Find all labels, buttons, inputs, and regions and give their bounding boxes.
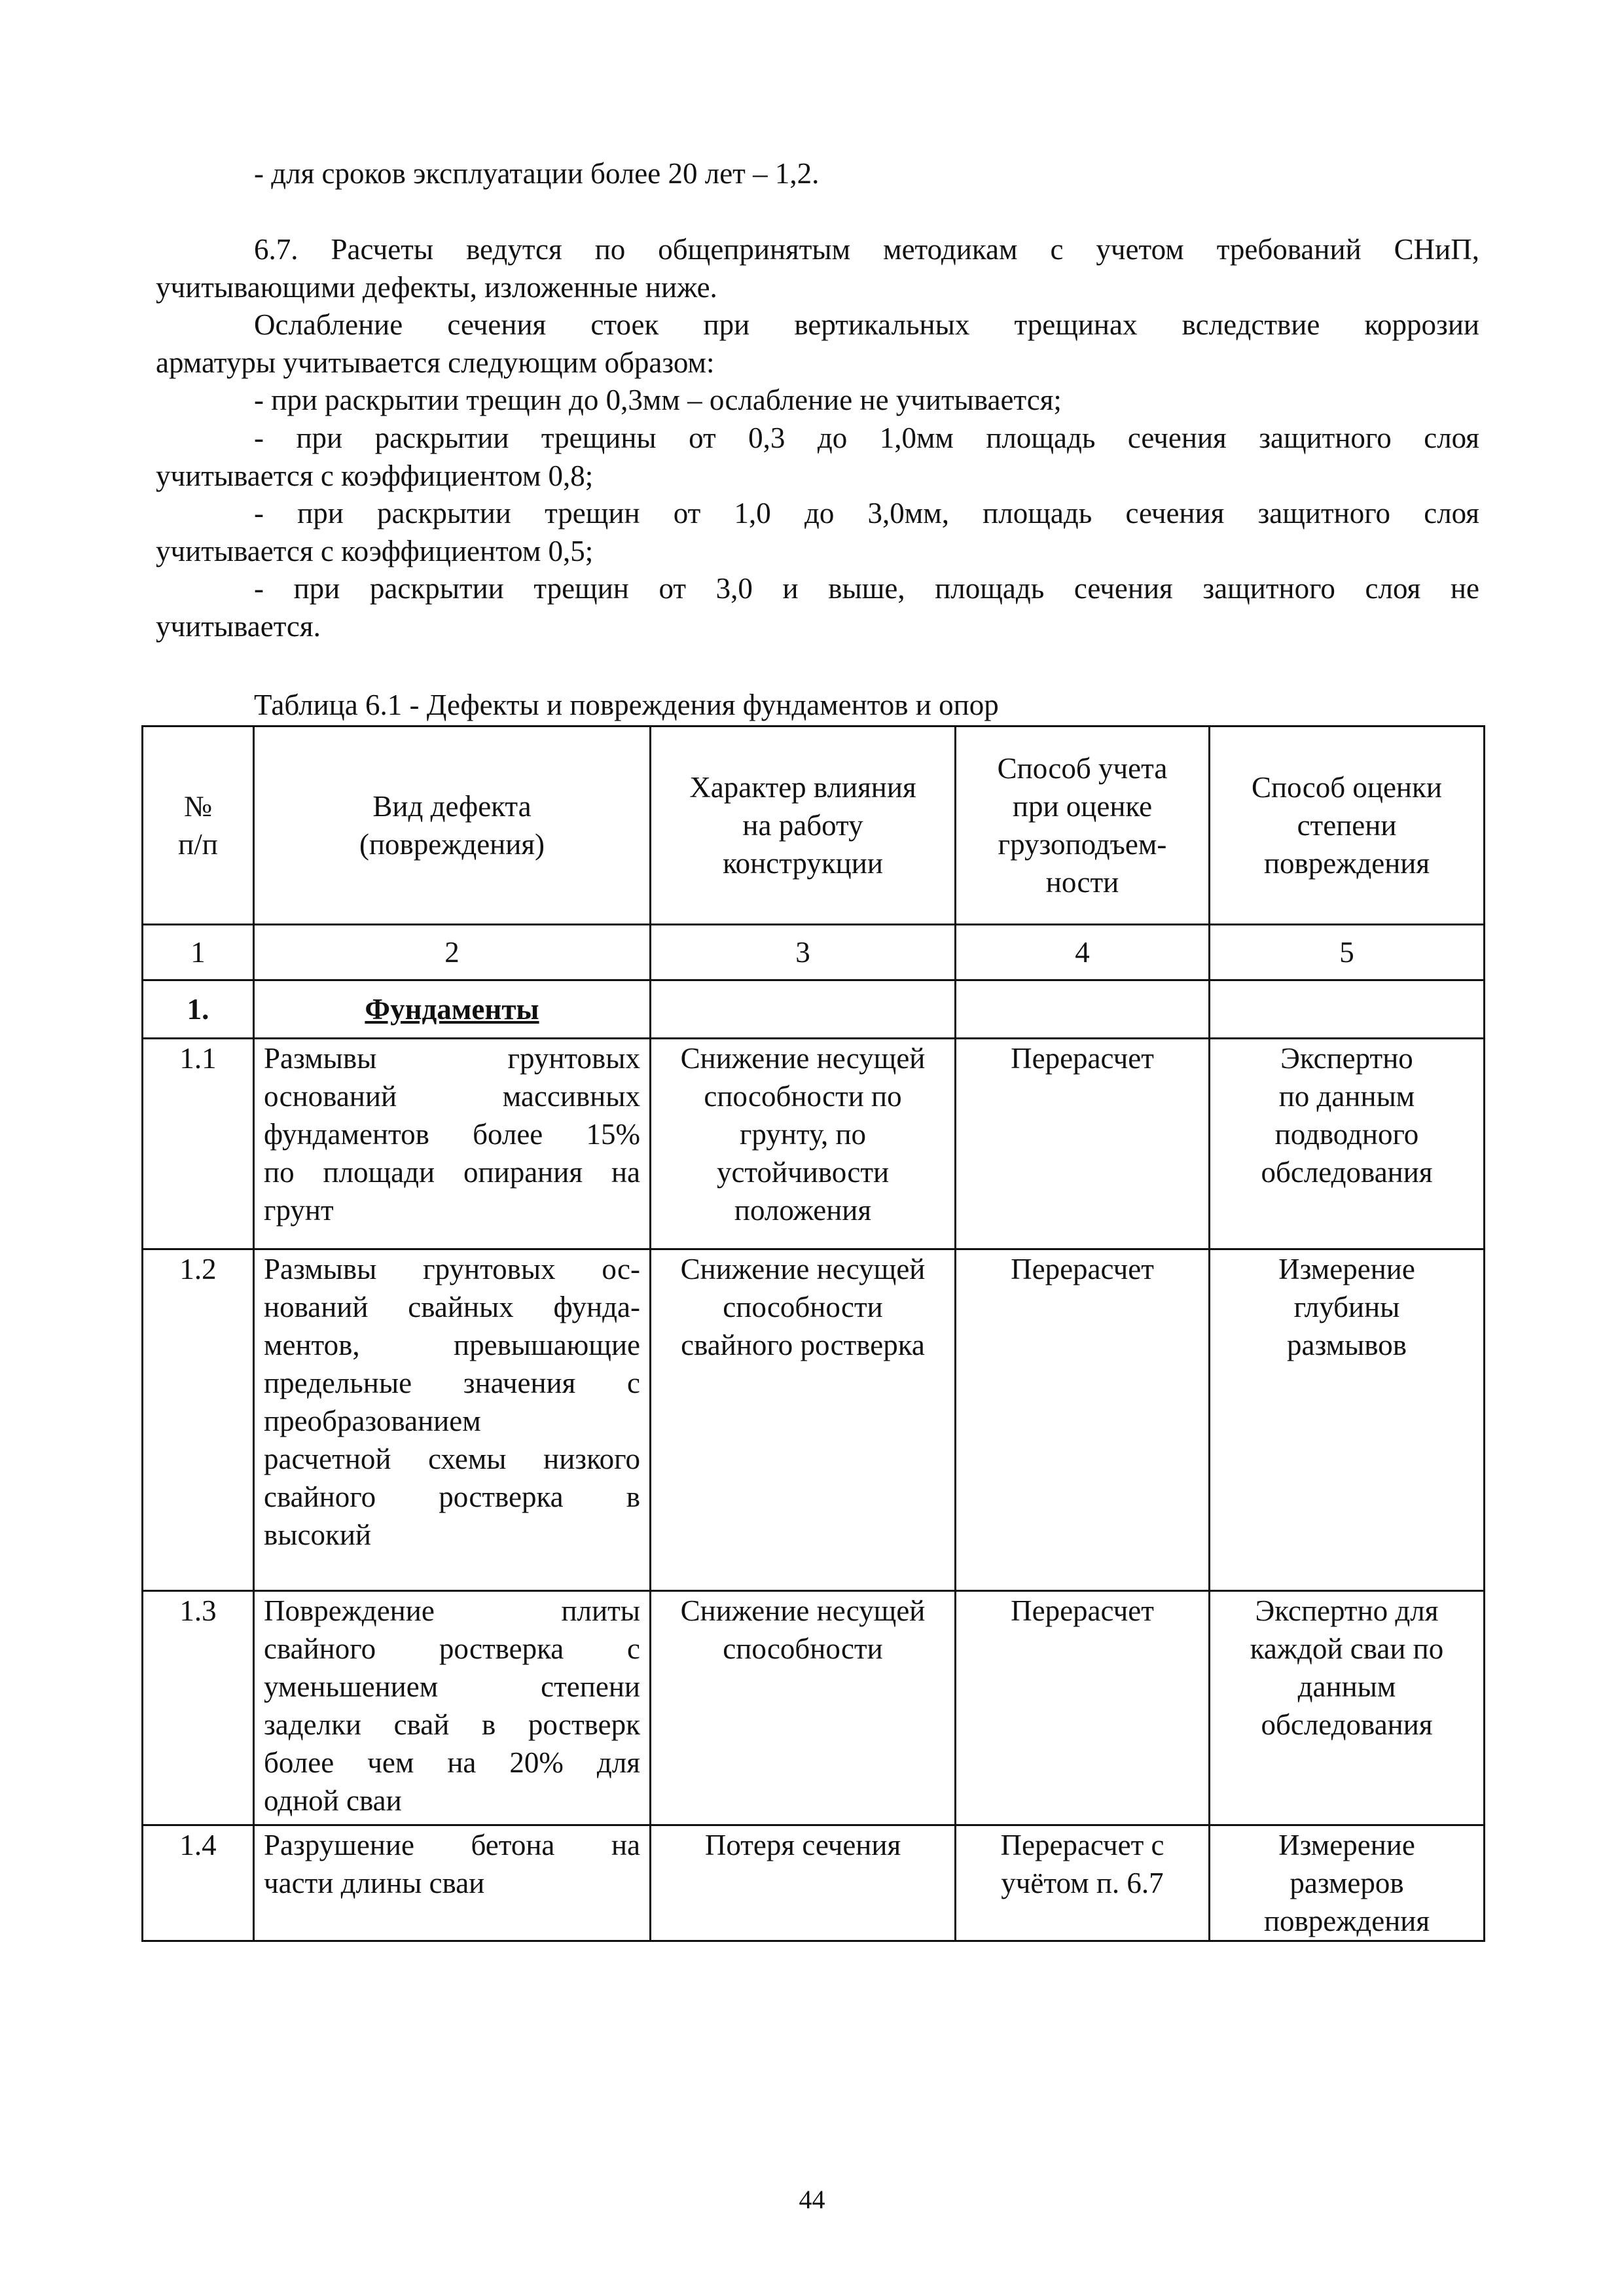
section-row bbox=[143, 980, 1485, 1039]
column-number: 3 bbox=[651, 925, 956, 980]
row-number: 1.1 bbox=[143, 1039, 254, 1249]
cell-line: способности по bbox=[704, 1080, 902, 1113]
cell-line: грунту, по bbox=[739, 1118, 867, 1151]
defects-table bbox=[141, 725, 1485, 1942]
text-line: учитывается. bbox=[156, 610, 321, 643]
cell-line: одной сваи bbox=[264, 1784, 402, 1817]
table-row bbox=[143, 1591, 1485, 1825]
header-line: грузоподъем- bbox=[998, 828, 1167, 861]
cell-line: расчетной схемы низкого bbox=[264, 1443, 640, 1475]
cell-line: Экспертно bbox=[1280, 1042, 1413, 1075]
cell-line: нований свайных фунда- bbox=[264, 1291, 640, 1323]
header-line: степени bbox=[1297, 809, 1397, 842]
column-number: 5 bbox=[1210, 925, 1485, 980]
assessment-cell bbox=[1210, 1825, 1485, 1941]
defect-cell bbox=[254, 1825, 651, 1941]
defect-cell bbox=[254, 1591, 651, 1825]
text-line: арматуры учитывается следующим образом: bbox=[156, 346, 715, 379]
account-cell bbox=[956, 1249, 1210, 1591]
account-cell bbox=[956, 1825, 1210, 1941]
cell-line: каждой сваи по bbox=[1250, 1632, 1444, 1665]
table-row bbox=[143, 1825, 1485, 1941]
header-line: п/п bbox=[178, 828, 218, 861]
cell-line: ментов, превышающие bbox=[264, 1329, 640, 1361]
cell-line: свайного ростверка с bbox=[264, 1632, 640, 1665]
cell-line: Перерасчет bbox=[1011, 1594, 1154, 1627]
defect-cell bbox=[254, 1039, 651, 1249]
cell-line: данным bbox=[1297, 1670, 1396, 1703]
account-cell bbox=[956, 1591, 1210, 1825]
influence-cell bbox=[651, 1591, 956, 1825]
text-line: - при раскрытии трещин от 1,0 до 3,0мм, площадь сечения защитного слоя bbox=[254, 497, 1479, 529]
section-number: 1. bbox=[143, 980, 254, 1039]
row-number: 1.4 bbox=[143, 1825, 254, 1941]
cell-line: способности bbox=[723, 1291, 883, 1323]
empty-cell bbox=[651, 980, 956, 1039]
header-line: Вид дефекта bbox=[372, 790, 532, 823]
cell-line: способности bbox=[723, 1632, 883, 1665]
account-cell bbox=[956, 1039, 1210, 1249]
text-line: - при раскрытии трещин от 3,0 и выше, площадь сечения защитного слоя не bbox=[254, 572, 1479, 605]
cell-line: Перерасчет bbox=[1011, 1253, 1154, 1285]
header-line: повреждения bbox=[1263, 847, 1430, 880]
text-line: учитывающими дефекты, изложенные ниже. bbox=[156, 271, 717, 304]
header-line: ности bbox=[1045, 866, 1119, 899]
cell-line: оснований массивных bbox=[264, 1080, 640, 1113]
header-cell-influence bbox=[651, 726, 956, 925]
cell-line: Потеря сечения bbox=[704, 1829, 901, 1861]
text-line: - при раскрытии трещины от 0,3 до 1,0мм площадь сечения защитного слоя bbox=[254, 422, 1479, 454]
header-line: Характер влияния bbox=[689, 771, 916, 804]
text-line: Ослабление сечения стоек при вертикальных трещинах вследствие коррозии bbox=[254, 308, 1479, 341]
text-line: 6.7. Расчеты ведутся по общепринятым методикам с учетом требований СНиП, bbox=[254, 233, 1479, 266]
cell-line: предельные значения с bbox=[264, 1367, 640, 1399]
header-line: № bbox=[184, 790, 212, 823]
cell-line: размеров bbox=[1290, 1867, 1404, 1899]
column-number: 1 bbox=[143, 925, 254, 980]
text-line: учитывается с коэффициентом 0,8; bbox=[156, 459, 594, 492]
cell-line: Снижение несущей bbox=[680, 1253, 926, 1285]
header-cell-assessment bbox=[1210, 726, 1485, 925]
header-cell-number bbox=[143, 726, 254, 925]
column-numbers-row bbox=[143, 925, 1485, 980]
assessment-cell bbox=[1210, 1591, 1485, 1825]
empty-cell bbox=[1210, 980, 1485, 1039]
row-number: 1.2 bbox=[143, 1249, 254, 1591]
cell-line: обследования bbox=[1261, 1156, 1433, 1189]
cell-line: глубины bbox=[1293, 1291, 1400, 1323]
cell-line: уменьшением степени bbox=[264, 1670, 640, 1703]
cell-line: свайного ростверка в bbox=[264, 1480, 640, 1513]
header-line: при оценке bbox=[1012, 790, 1153, 823]
cell-line: Снижение несущей bbox=[680, 1594, 926, 1627]
cell-line: подводного bbox=[1274, 1118, 1419, 1151]
influence-cell bbox=[651, 1825, 956, 1941]
header-line: конструкции bbox=[723, 847, 883, 880]
header-line: (повреждения) bbox=[359, 828, 545, 861]
cell-line: по данным bbox=[1278, 1080, 1415, 1113]
cell-line: Повреждение плиты bbox=[264, 1594, 640, 1627]
cell-line: Разрушение бетона на bbox=[264, 1829, 640, 1861]
defect-cell bbox=[254, 1249, 651, 1591]
cell-line: по площади опирания на bbox=[264, 1156, 640, 1189]
column-number: 4 bbox=[956, 925, 1210, 980]
table-header-row bbox=[143, 726, 1485, 925]
cell-line: заделки свай в ростверк bbox=[264, 1708, 640, 1741]
cell-line: фундаментов более 15% bbox=[264, 1118, 640, 1151]
cell-line: свайного ростверка bbox=[681, 1329, 925, 1361]
table-row bbox=[143, 1039, 1485, 1249]
cell-line: Измерение bbox=[1278, 1253, 1415, 1285]
cell-line: учётом п. 6.7 bbox=[1001, 1867, 1164, 1899]
text-line: учитывается с коэффициентом 0,5; bbox=[156, 535, 594, 567]
influence-cell bbox=[651, 1249, 956, 1591]
cell-line: части длины сваи bbox=[264, 1867, 485, 1899]
cell-line: размывов bbox=[1286, 1329, 1407, 1361]
assessment-cell bbox=[1210, 1039, 1485, 1249]
cell-line: грунт bbox=[264, 1194, 334, 1227]
cell-line: Перерасчет bbox=[1011, 1042, 1154, 1075]
text-line: - для сроков эксплуатации более 20 лет – 1,2. bbox=[254, 157, 820, 190]
cell-line: более чем на 20% для bbox=[264, 1746, 640, 1779]
table-row bbox=[143, 1249, 1485, 1591]
header-cell-account bbox=[956, 726, 1210, 925]
page-number: 44 bbox=[799, 2185, 825, 2214]
influence-cell bbox=[651, 1039, 956, 1249]
header-line: на работу bbox=[742, 809, 863, 842]
cell-line: Перерасчет с bbox=[1000, 1829, 1164, 1861]
cell-line: Размывы грунтовых ос- bbox=[264, 1253, 640, 1285]
cell-line: Размывы грунтовых bbox=[264, 1042, 640, 1075]
header-cell-defect bbox=[254, 726, 651, 925]
cell-line: Измерение bbox=[1278, 1829, 1415, 1861]
cell-line: Экспертно для bbox=[1255, 1594, 1439, 1627]
section-title: Фундаменты bbox=[254, 980, 651, 1039]
text-line: - при раскрытии трещин до 0,3мм – ослабление не учитывается; bbox=[254, 384, 1062, 416]
header-line: Способ учета bbox=[997, 752, 1168, 785]
header-line: Способ оценки bbox=[1252, 771, 1442, 804]
cell-line: повреждения bbox=[1263, 1905, 1430, 1937]
cell-line: высокий bbox=[264, 1518, 371, 1551]
row-number: 1.3 bbox=[143, 1591, 254, 1825]
cell-line: обследования bbox=[1261, 1708, 1433, 1741]
cell-line: положения bbox=[734, 1194, 872, 1227]
assessment-cell bbox=[1210, 1249, 1485, 1591]
table-caption: Таблица 6.1 - Дефекты и повреждения фундаментов и опор bbox=[254, 689, 999, 721]
cell-line: устойчивости bbox=[716, 1156, 890, 1189]
cell-line: Снижение несущей bbox=[680, 1042, 926, 1075]
empty-cell bbox=[956, 980, 1210, 1039]
cell-line: преобразованием bbox=[264, 1405, 481, 1437]
column-number: 2 bbox=[254, 925, 651, 980]
